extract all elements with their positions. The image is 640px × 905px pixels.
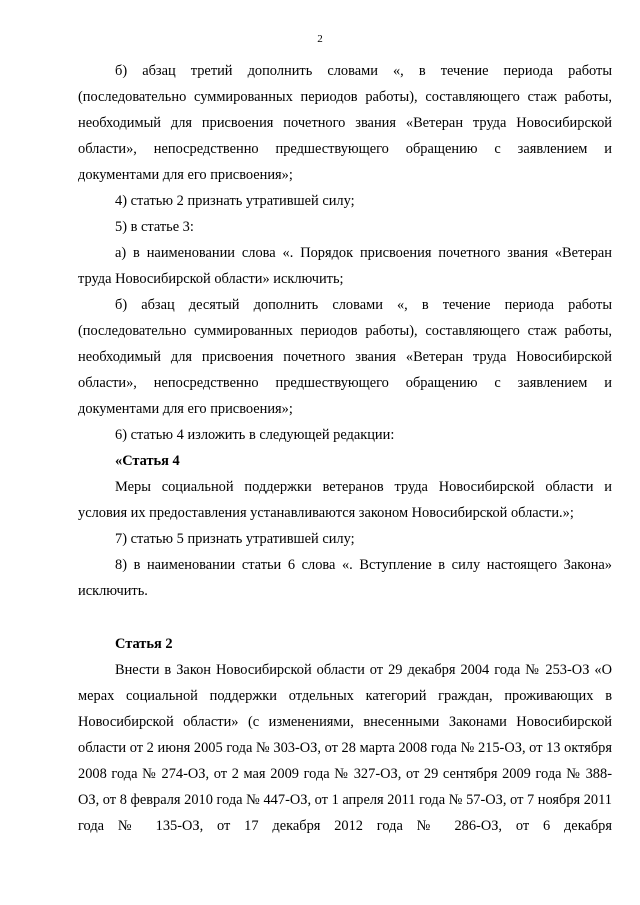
paragraph-5: 5) в статье 3: [115, 219, 194, 235]
paragraph-7: 7) статью 5 признать утратившей силу; [115, 531, 355, 547]
paragraph-8: 8) в наименовании статьи 6 слова «. Вступление в силу настоящего Закона» исключить. [78, 557, 612, 599]
paragraph-b-third: б) абзац третий дополнить словами «, в течение периода работы (последовательно суммированных периодов работы), составляющего стаж работы, необходимый для присвоения почетного звания «Ветеран труда Новосибирской области», непосредственно предшествующего обращению с заявлением и документами для его присвоения»; [78, 63, 612, 183]
article-2-heading: Статья 2 [115, 636, 173, 652]
paragraph-6: 6) статью 4 изложить в следующей редакции: [115, 427, 395, 443]
article-2-text: Внести в Закон Новосибирской области от 29 декабря 2004 года № 253-ОЗ «О мерах социальной поддержки отдельных категорий граждан, проживающих в Новосибирской области» (с изменениями, внесенными Законами Новосибирской области от 2 июня 2005 года № 303-ОЗ, от 28 марта 2008 года № 215-ОЗ, от 13 октября 2008 года № 274-ОЗ, от 2 мая 2009 года № 327-ОЗ, от 29 сентября 2009 года № 388-ОЗ, от 8 февраля 2010 года № 447-ОЗ, от 1 апреля 2011 года № 57-ОЗ, от 7 ноября 2011 года № 135-ОЗ, от 17 декабря 2012 года № 286-ОЗ, от 6 декабря [78, 662, 612, 834]
paragraph-4: 4) статью 2 признать утратившей силу; [115, 193, 355, 209]
quoted-article-4-heading: «Статья 4 [115, 453, 180, 469]
paragraph-5a: а) в наименовании слова «. Порядок присвоения почетного звания «Ветеран труда Новосибирской области» исключить; [78, 245, 612, 287]
paragraph-b-tenth: б) абзац десятый дополнить словами «, в течение периода работы (последовательно суммированных периодов работы), составляющего стаж работы, необходимый для присвоения почетного звания «Ветеран труда Новосибирской области», непосредственно предшествующего обращению с заявлением и документами для его присвоения»; [78, 297, 612, 417]
page-number: 2 [317, 33, 323, 45]
document-body [78, 58, 612, 839]
spacer [78, 604, 612, 631]
article-4-text: Меры социальной поддержки ветеранов труда Новосибирской области и условия их предоставления устанавливаются законом Новосибирской области.»; [78, 479, 612, 521]
